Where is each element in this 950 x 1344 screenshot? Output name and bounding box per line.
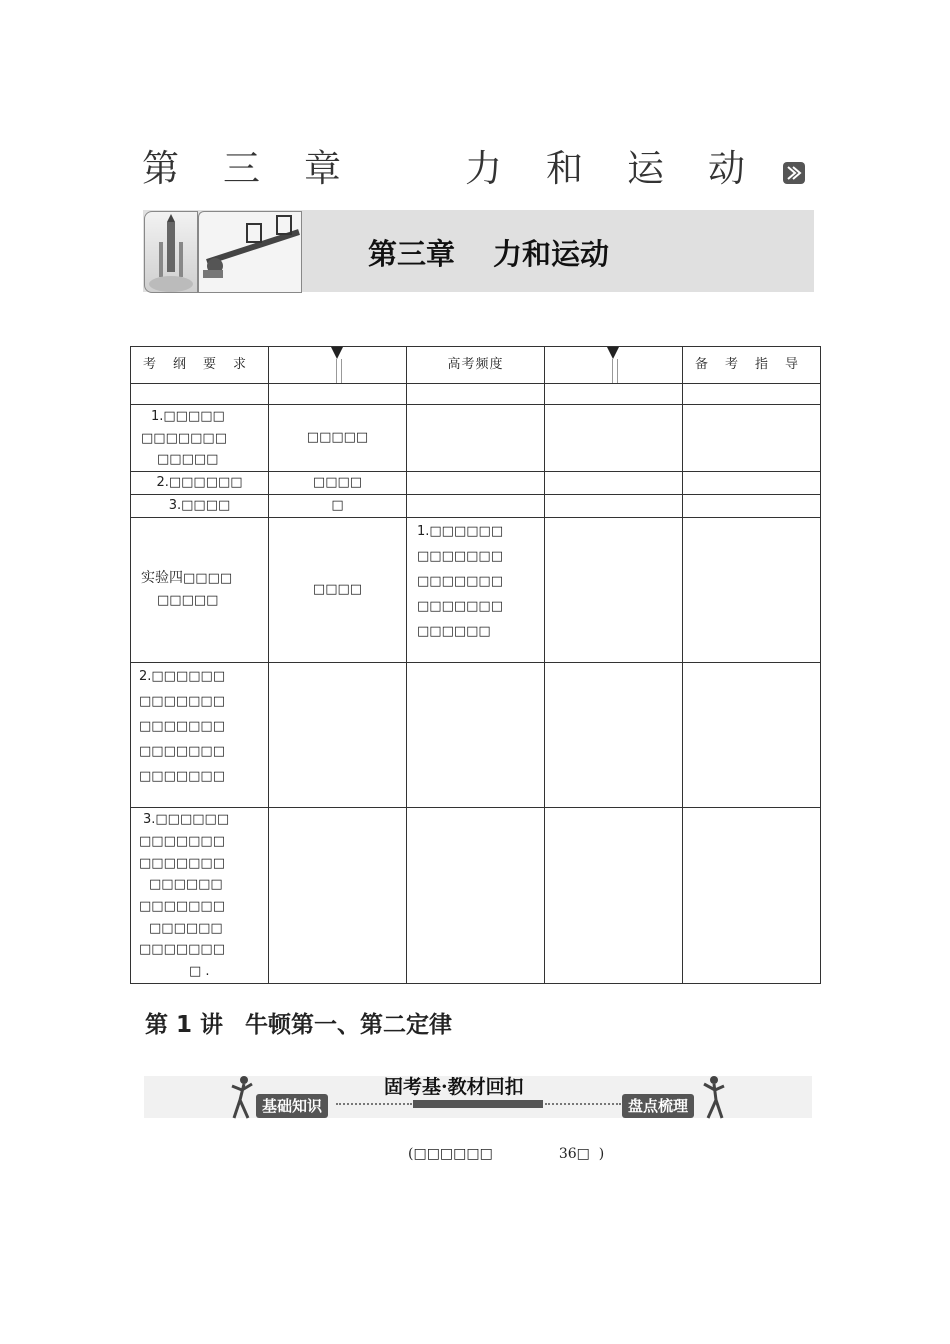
lesson-number: 1	[176, 1012, 193, 1038]
lesson-prefix: 第	[145, 1012, 168, 1038]
cell-line: □□□□□	[157, 452, 219, 468]
lesson-name: 牛顿第一、第二定律	[245, 1012, 453, 1038]
section-banner-title: 固考基·教材回扣	[384, 1076, 524, 1098]
level-cell: □□□□	[269, 472, 407, 495]
title-underline-bar	[413, 1100, 543, 1108]
cell-line: □□□□□□□	[139, 855, 225, 871]
section-label-left: 基础知识	[256, 1094, 328, 1118]
right-figure-icon	[702, 1074, 726, 1120]
experiment-apparatus-icon	[199, 212, 301, 292]
left-figure-icon	[230, 1074, 254, 1120]
cell-line: □□□□□□□	[139, 694, 225, 710]
cell-line: □□□□□□□	[139, 744, 225, 760]
requirements-table	[130, 346, 821, 984]
header-marker-cell	[269, 347, 407, 384]
cell-line: □□□□□□	[149, 877, 223, 893]
lesson-title	[145, 1006, 452, 1039]
section-label-right: 盘点梳理	[622, 1094, 694, 1118]
table-row	[131, 384, 821, 405]
page-reference-close: )	[598, 1146, 605, 1162]
chapter-title	[142, 138, 789, 192]
cell-line: □□□□□□□	[139, 898, 225, 914]
level-cell: □	[269, 495, 407, 518]
requirement-cell: 3.□□□□	[131, 495, 269, 518]
table-row	[131, 808, 821, 984]
cell-line: □□□□□□□	[417, 574, 503, 590]
page-reference	[408, 1146, 604, 1162]
page-reference-number: 36□	[558, 1146, 590, 1162]
chapter-banner-title	[368, 232, 609, 273]
rocket-icon	[145, 212, 197, 292]
chapter-title-char: 力	[465, 147, 502, 190]
chapter-title-char: 运	[627, 147, 664, 190]
header-exam-requirements: 考纲要求	[131, 347, 269, 384]
chapter-title-char: 章	[304, 147, 341, 190]
level-cell: □□□□□	[269, 405, 407, 472]
cell-line: □□□□□□□	[139, 833, 225, 849]
cell-line: □□□□□□□	[417, 599, 503, 615]
cell-line: □□□□□□□	[139, 769, 225, 785]
header-prep-guide: 备考指导	[683, 347, 821, 384]
experiment-label: 实验四	[141, 570, 183, 587]
requirement-cell: 2.□□□□□□	[131, 472, 269, 495]
cell-line: 3.□□□□□□	[143, 812, 230, 828]
apparatus-image	[198, 211, 302, 293]
chapter-title-char: 动	[708, 147, 745, 190]
cell-line: 1.□□□□□□	[417, 524, 504, 540]
requirement-cell	[131, 663, 269, 808]
cell-line: 2.□□□□□□	[139, 669, 226, 685]
cell-line: □□□□□□	[417, 624, 491, 640]
cell-line: □□□□□□□	[141, 430, 227, 446]
divider-dots	[336, 1103, 412, 1105]
chapter-mark-icon	[782, 161, 806, 185]
cell-line: □□□□□□	[149, 920, 223, 936]
table-row	[131, 472, 821, 495]
marker-triangle-icon	[331, 347, 343, 359]
chapter-title-char: 第	[142, 147, 179, 190]
requirement-cell	[131, 518, 269, 663]
page-reference-text: (□□□□□□	[408, 1146, 493, 1162]
divider-dots	[545, 1103, 621, 1105]
requirement-cell	[131, 808, 269, 984]
cell-line: □ .	[189, 964, 210, 980]
table-row	[131, 663, 821, 808]
chapter-title-char: 三	[223, 147, 260, 190]
table-header-row	[131, 347, 821, 384]
table-row	[131, 405, 821, 472]
lesson-unit: 讲	[200, 1012, 224, 1038]
table-row	[131, 495, 821, 518]
cell-line: □□□□□□□	[417, 549, 503, 565]
cell-line: □□□□□□□	[139, 942, 225, 958]
cell-line: □□□□□□□	[139, 719, 225, 735]
requirement-cell	[131, 405, 269, 472]
frequency-cell	[407, 518, 545, 663]
marker-triangle-icon	[607, 347, 619, 359]
level-cell: □□□□	[269, 518, 407, 663]
table-row	[131, 518, 821, 663]
banner-chapter-label: 第三章	[368, 237, 456, 271]
cell-line: □□□□	[183, 571, 233, 587]
header-exam-frequency: 高考频度	[407, 347, 545, 384]
rocket-image	[144, 211, 198, 293]
banner-chapter-subtitle: 力和运动	[493, 237, 610, 271]
cell-line: 1.□□□□□	[151, 409, 225, 424]
header-marker-cell	[545, 347, 683, 384]
cell-line: □□□□□	[157, 593, 219, 609]
chapter-title-char: 和	[546, 147, 583, 190]
